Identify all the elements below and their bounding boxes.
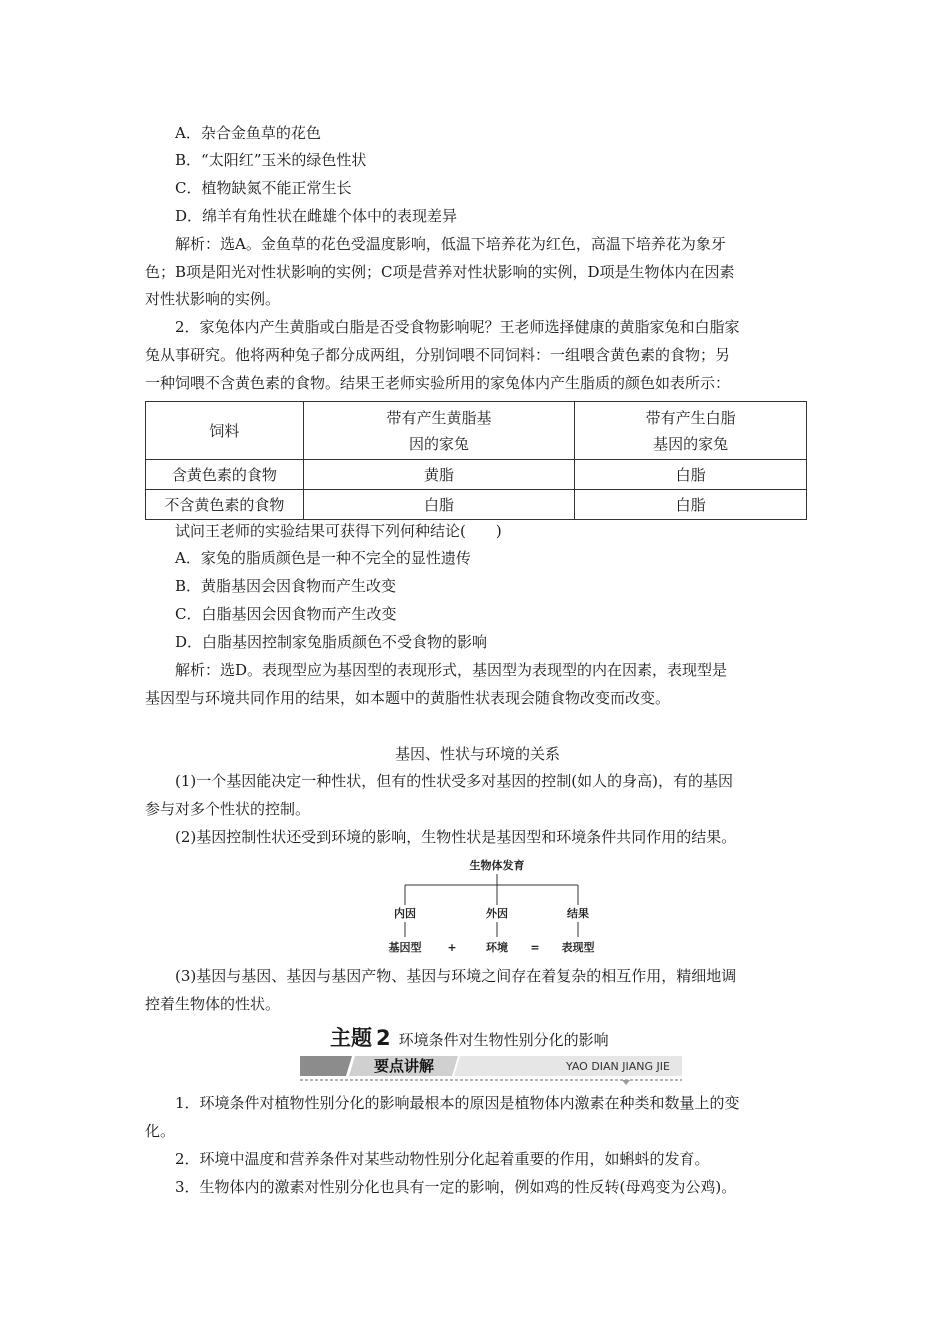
q2-stem-line-1: 2．家兔体内产生黄脂或白脂是否受食物影响呢？王老师选择健康的黄脂家兔和白脂家 xyxy=(175,318,740,336)
q1-option-d: D．绵羊有角性状在雌雄个体中的表现差异 xyxy=(175,207,458,225)
q2-option-d: D．白脂基因控制家兔脂质颜色不受食物的影响 xyxy=(175,633,488,651)
banner-title-en: YAO DIAN JIANG JIE xyxy=(565,1060,670,1073)
q1-option-c: C．植物缺氮不能正常生长 xyxy=(175,179,352,197)
topic-label: 主题 xyxy=(330,1026,372,1050)
banner-title-cn: 要点讲解 xyxy=(373,1057,435,1075)
header-white-gene-line2: 基因的家兔 xyxy=(653,434,729,453)
diagram-top-label: 生物体发育 xyxy=(469,859,525,872)
header-white-gene xyxy=(575,402,807,460)
q2-stem-line-3: 一种饲喂不含黄色素的食物。结果王老师实验所用的家兔体内产生脂质的颜色如表所示： xyxy=(145,374,731,392)
diagram-phenotype: 表现型 xyxy=(561,941,595,954)
section-p2: (2)基因控制性状还受到环境的影响，生物性状是基因型和环境条件共同作用的结果。 xyxy=(175,828,737,846)
diagram-external-cause: 外因 xyxy=(486,907,508,920)
topic-title: 环境条件对生物性别分化的影响 xyxy=(398,1031,609,1049)
table-cell: 不含黄色素的食物 xyxy=(146,490,304,520)
banner-left-bar xyxy=(300,1056,352,1076)
diagram-equals: = xyxy=(530,941,540,954)
table-row xyxy=(146,460,807,490)
header-white-gene-line1: 带有产生白脂 xyxy=(645,408,736,427)
q1-option-b: B．“太阳红”玉米的绿色性状 xyxy=(175,151,367,169)
q2-option-b: B．黄脂基因会因食物而产生改变 xyxy=(175,577,397,595)
section-p1-line-2: 参与对多个性状的控制。 xyxy=(145,800,311,818)
header-yellow-gene xyxy=(303,402,575,460)
section-p3-line-2: 控着生物体的性状。 xyxy=(145,995,281,1013)
table-cell: 白脂 xyxy=(575,460,807,490)
q2-option-c: C．白脂基因会因食物而产生改变 xyxy=(175,605,397,623)
section-title: 基因、性状与环境的关系 xyxy=(394,745,560,763)
q2-analysis-line-1: 解析：选D。表现型应为基因型的表现形式，基因型为表现型的内在因素，表现型是 xyxy=(175,661,728,679)
topic2-point-3: 3．生物体内的激素对性别分化也具有一定的影响，例如鸡的性反转(母鸡变为公鸡)。 xyxy=(175,1178,737,1196)
feed-result-table xyxy=(145,401,807,520)
table-cell: 含黄色素的食物 xyxy=(146,460,304,490)
q2-question: 试问王老师的实验结果可获得下列何种结论( ) xyxy=(175,522,502,540)
table-cell: 黄脂 xyxy=(303,460,575,490)
diagram-result: 结果 xyxy=(567,907,589,920)
topic-2-heading xyxy=(330,1022,609,1052)
banner-pointer-icon xyxy=(622,1080,630,1085)
table-cell: 白脂 xyxy=(303,490,575,520)
diagram-environment: 环境 xyxy=(486,941,508,954)
q1-analysis-line-2: 色；B项是阳光对性状影响的实例；C项是营养对性状影响的实例，D项是生物体内在因素 xyxy=(145,263,735,281)
header-yellow-gene-line2: 因的家兔 xyxy=(409,434,470,453)
q1-analysis-line-1: 解析：选A。金鱼草的花色受温度影响，低温下培养花为红色，高温下培养花为象牙 xyxy=(175,235,726,253)
header-yellow-gene-line1: 带有产生黄脂基 xyxy=(386,408,492,427)
topic2-point-2: 2．环境中温度和营养条件对某些动物性别分化起着重要的作用，如蝌蚪的发育。 xyxy=(175,1150,710,1168)
section-p3-line-1: (3)基因与基因、基因与基因产物、基因与环境之间存在着复杂的相互作用，精细地调 xyxy=(175,967,737,985)
key-points-banner xyxy=(300,1054,682,1086)
diagram-internal-cause: 内因 xyxy=(394,907,416,920)
table-header-row xyxy=(146,402,807,460)
section-p1-line-1: (1)一个基因能决定一种性状，但有的性状受多对基因的控制(如人的身高)，有的基因 xyxy=(175,772,733,790)
gene-environment-diagram xyxy=(380,857,610,957)
topic-number: 2 xyxy=(376,1026,391,1050)
table-cell: 白脂 xyxy=(575,490,807,520)
q2-analysis-line-2: 基因型与环境共同作用的结果，如本题中的黄脂性状表现会随食物改变而改变。 xyxy=(145,689,671,707)
table-row xyxy=(146,490,807,520)
q2-stem-line-2: 兔从事研究。他将两种兔子都分成两组，分别饲喂不同饲料：一组喂含黄色素的食物；另 xyxy=(145,346,731,364)
topic2-point-1-line-2: 化。 xyxy=(145,1122,176,1140)
diagram-genotype: 基因型 xyxy=(388,941,422,954)
q2-option-a: A．家兔的脂质颜色是一种不完全的显性遗传 xyxy=(175,549,471,567)
header-feed: 饲料 xyxy=(146,402,304,460)
q1-option-a: A．杂合金鱼草的花色 xyxy=(175,124,321,142)
q1-analysis-line-3: 对性状影响的实例。 xyxy=(145,290,281,308)
topic2-point-1-line-1: 1．环境条件对植物性别分化的影响最根本的原因是植物体内激素在种类和数量上的变 xyxy=(175,1094,740,1112)
diagram-plus: + xyxy=(447,941,457,954)
